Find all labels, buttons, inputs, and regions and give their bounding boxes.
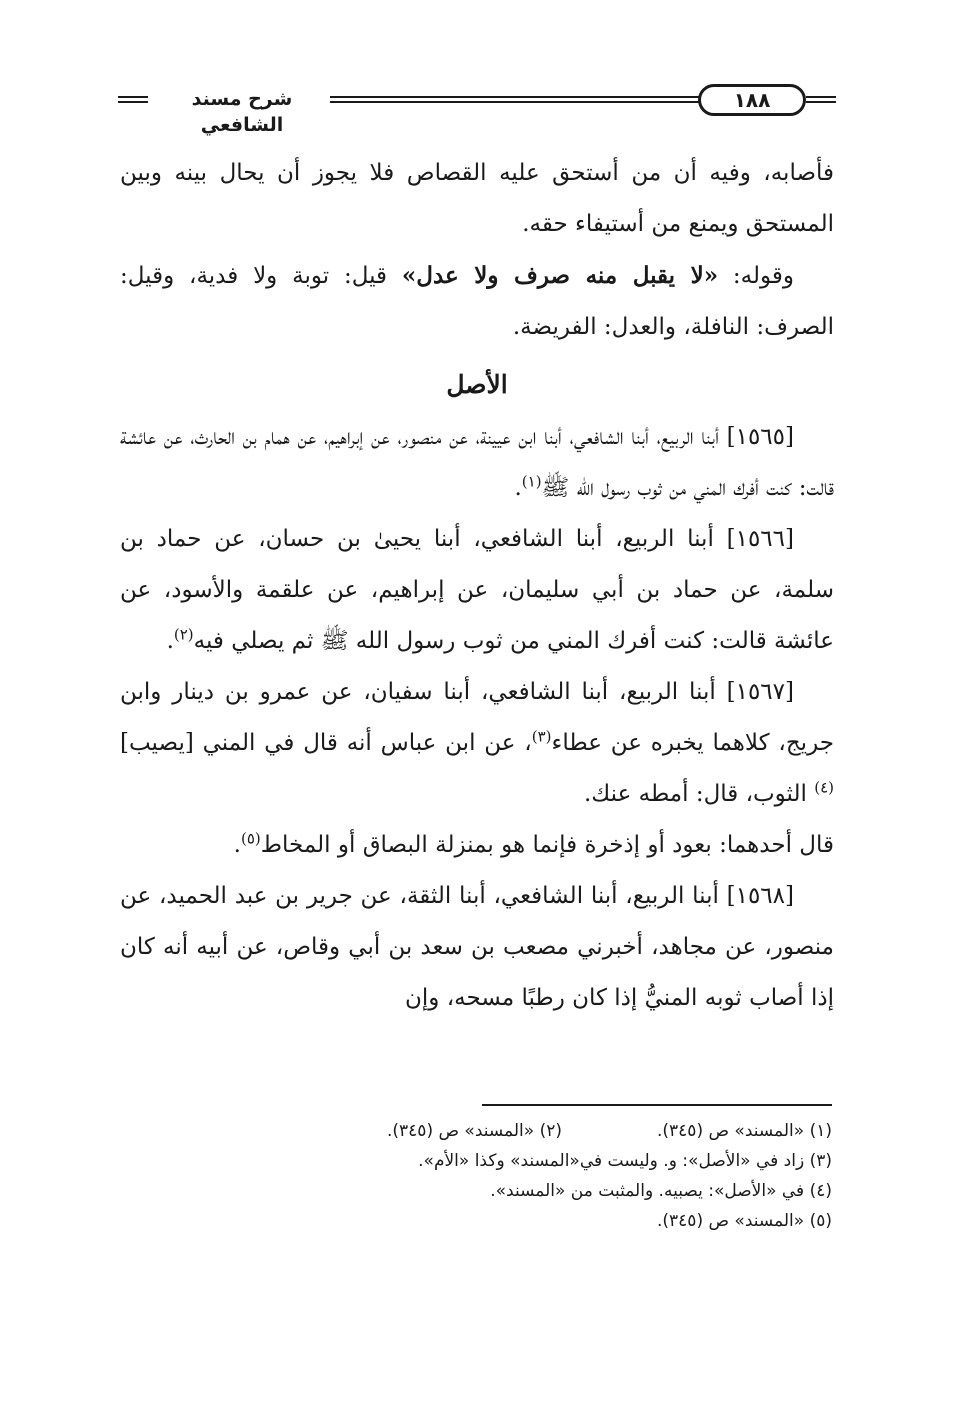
footnote-row — [220, 1116, 832, 1146]
hadith-1566-text: [١٥٦٦] أبنا الربيع، أبنا الشافعي، أبنا يحيىٰ بن حسان، عن حماد بن سلمة، عن حماد بن أبي سليمان، عن إبراهيم، عن علقمة والأسود، عن عائشة قالت: كنت أفرك المني من ثوب رسول الله ﷺ ثم يصلي فيه — [120, 526, 834, 654]
hadith-1567-text-c: الثوب، قال: أمطه عنك. — [583, 781, 815, 807]
hadith-1565-text: [١٥٦٥] أبنا الربيع، أبنا الشافعي، أبنا ابن عيينة، عن منصور، عن إبراهيم، عن همام بن الحارث، عن عائشة قالت: كنت أفرك المني من ثوب رسول الله ﷺ — [120, 424, 834, 501]
main-text — [120, 148, 834, 1024]
page-number: ١٨٨ — [698, 84, 806, 116]
hadith-1567-note-text: قال أحدهما: بعود أو إذخرة فإنما هو بمنزلة البصاق أو المخاط — [260, 832, 834, 858]
running-header — [118, 80, 834, 136]
footnotes — [220, 1116, 832, 1236]
hadith-1566 — [120, 514, 834, 667]
hadith-1567-note — [120, 820, 834, 871]
header-title: شرح مسند الشافعي — [191, 88, 293, 136]
footnote-4: (٤) في «الأصل»: يصبيه. والمثبت من «المسند». — [490, 1181, 832, 1201]
hadith-1568: [١٥٦٨] أبنا الربيع، أبنا الشافعي، أبنا الثقة، عن جرير بن عبد الحميد، عن منصور، عن مجاهد، أخبرني مصعب بن سعد بن أبي وقاص، عن أبيه أنه كان إذا أصاب ثوبه المنيُّ إذا كان رطبًا مسحه، وإن — [120, 883, 834, 1011]
hadith-1567-note-end: . — [233, 832, 241, 858]
saying-quote: «لا يقبل منه صرف ولا عدل» — [401, 262, 719, 289]
hadith-1567-text-b: ، عن ابن عباس أنه قال في المني [يصيب] — [120, 730, 532, 756]
hadith-1565 — [120, 412, 834, 514]
hadith-1567 — [120, 667, 834, 820]
footnote-ref-1[interactable]: (١) — [521, 472, 542, 491]
hadith-1567-text-a: [١٥٦٧] أبنا الربيع، أبنا الشافعي، أبنا سفيان، عن عمرو بن دينار وابن جريج، كلاهما يخبره عن عطاء — [120, 679, 834, 756]
paragraph-intro: فأصابه، وفيه أن من أستحق عليه القصاص فلا يجوز أن يحال بينه وبين المستحق ويمنع من أستيفاء حقه. — [120, 160, 834, 237]
paragraph-saying — [120, 250, 834, 353]
saying-lead: وقوله: — [718, 263, 794, 289]
header-rule-middle — [330, 96, 700, 103]
hadith-1565-end: . — [514, 475, 522, 501]
section-heading: الأصل — [446, 370, 508, 399]
header-rule-right — [806, 96, 836, 103]
footnote-1: (١) «المسند» ص (٣٤٥). — [656, 1121, 832, 1141]
footnote-ref-3[interactable]: (٣) — [531, 727, 552, 746]
footnote-ref-5[interactable]: (٥) — [240, 829, 261, 848]
footnote-2: (٢) «المسند» ص (٣٤٥). — [386, 1121, 562, 1141]
footnote-3: (٣) زاد في «الأصل»: و. وليست في«المسند» وكذا «الأم». — [418, 1151, 832, 1171]
saying-rest: قيل: توبة ولا فدية، وقيل: الصرف: النافلة، والعدل: الفريضة. — [120, 263, 834, 340]
footnote-separator — [482, 1104, 832, 1106]
footnote-ref-2[interactable]: (٢) — [173, 625, 194, 644]
header-rule-left — [118, 96, 148, 103]
hadith-1566-end: . — [166, 628, 174, 654]
footnote-5: (٥) «المسند» ص (٣٤٥). — [656, 1211, 832, 1231]
footnote-ref-4[interactable]: (٤) — [814, 778, 834, 797]
